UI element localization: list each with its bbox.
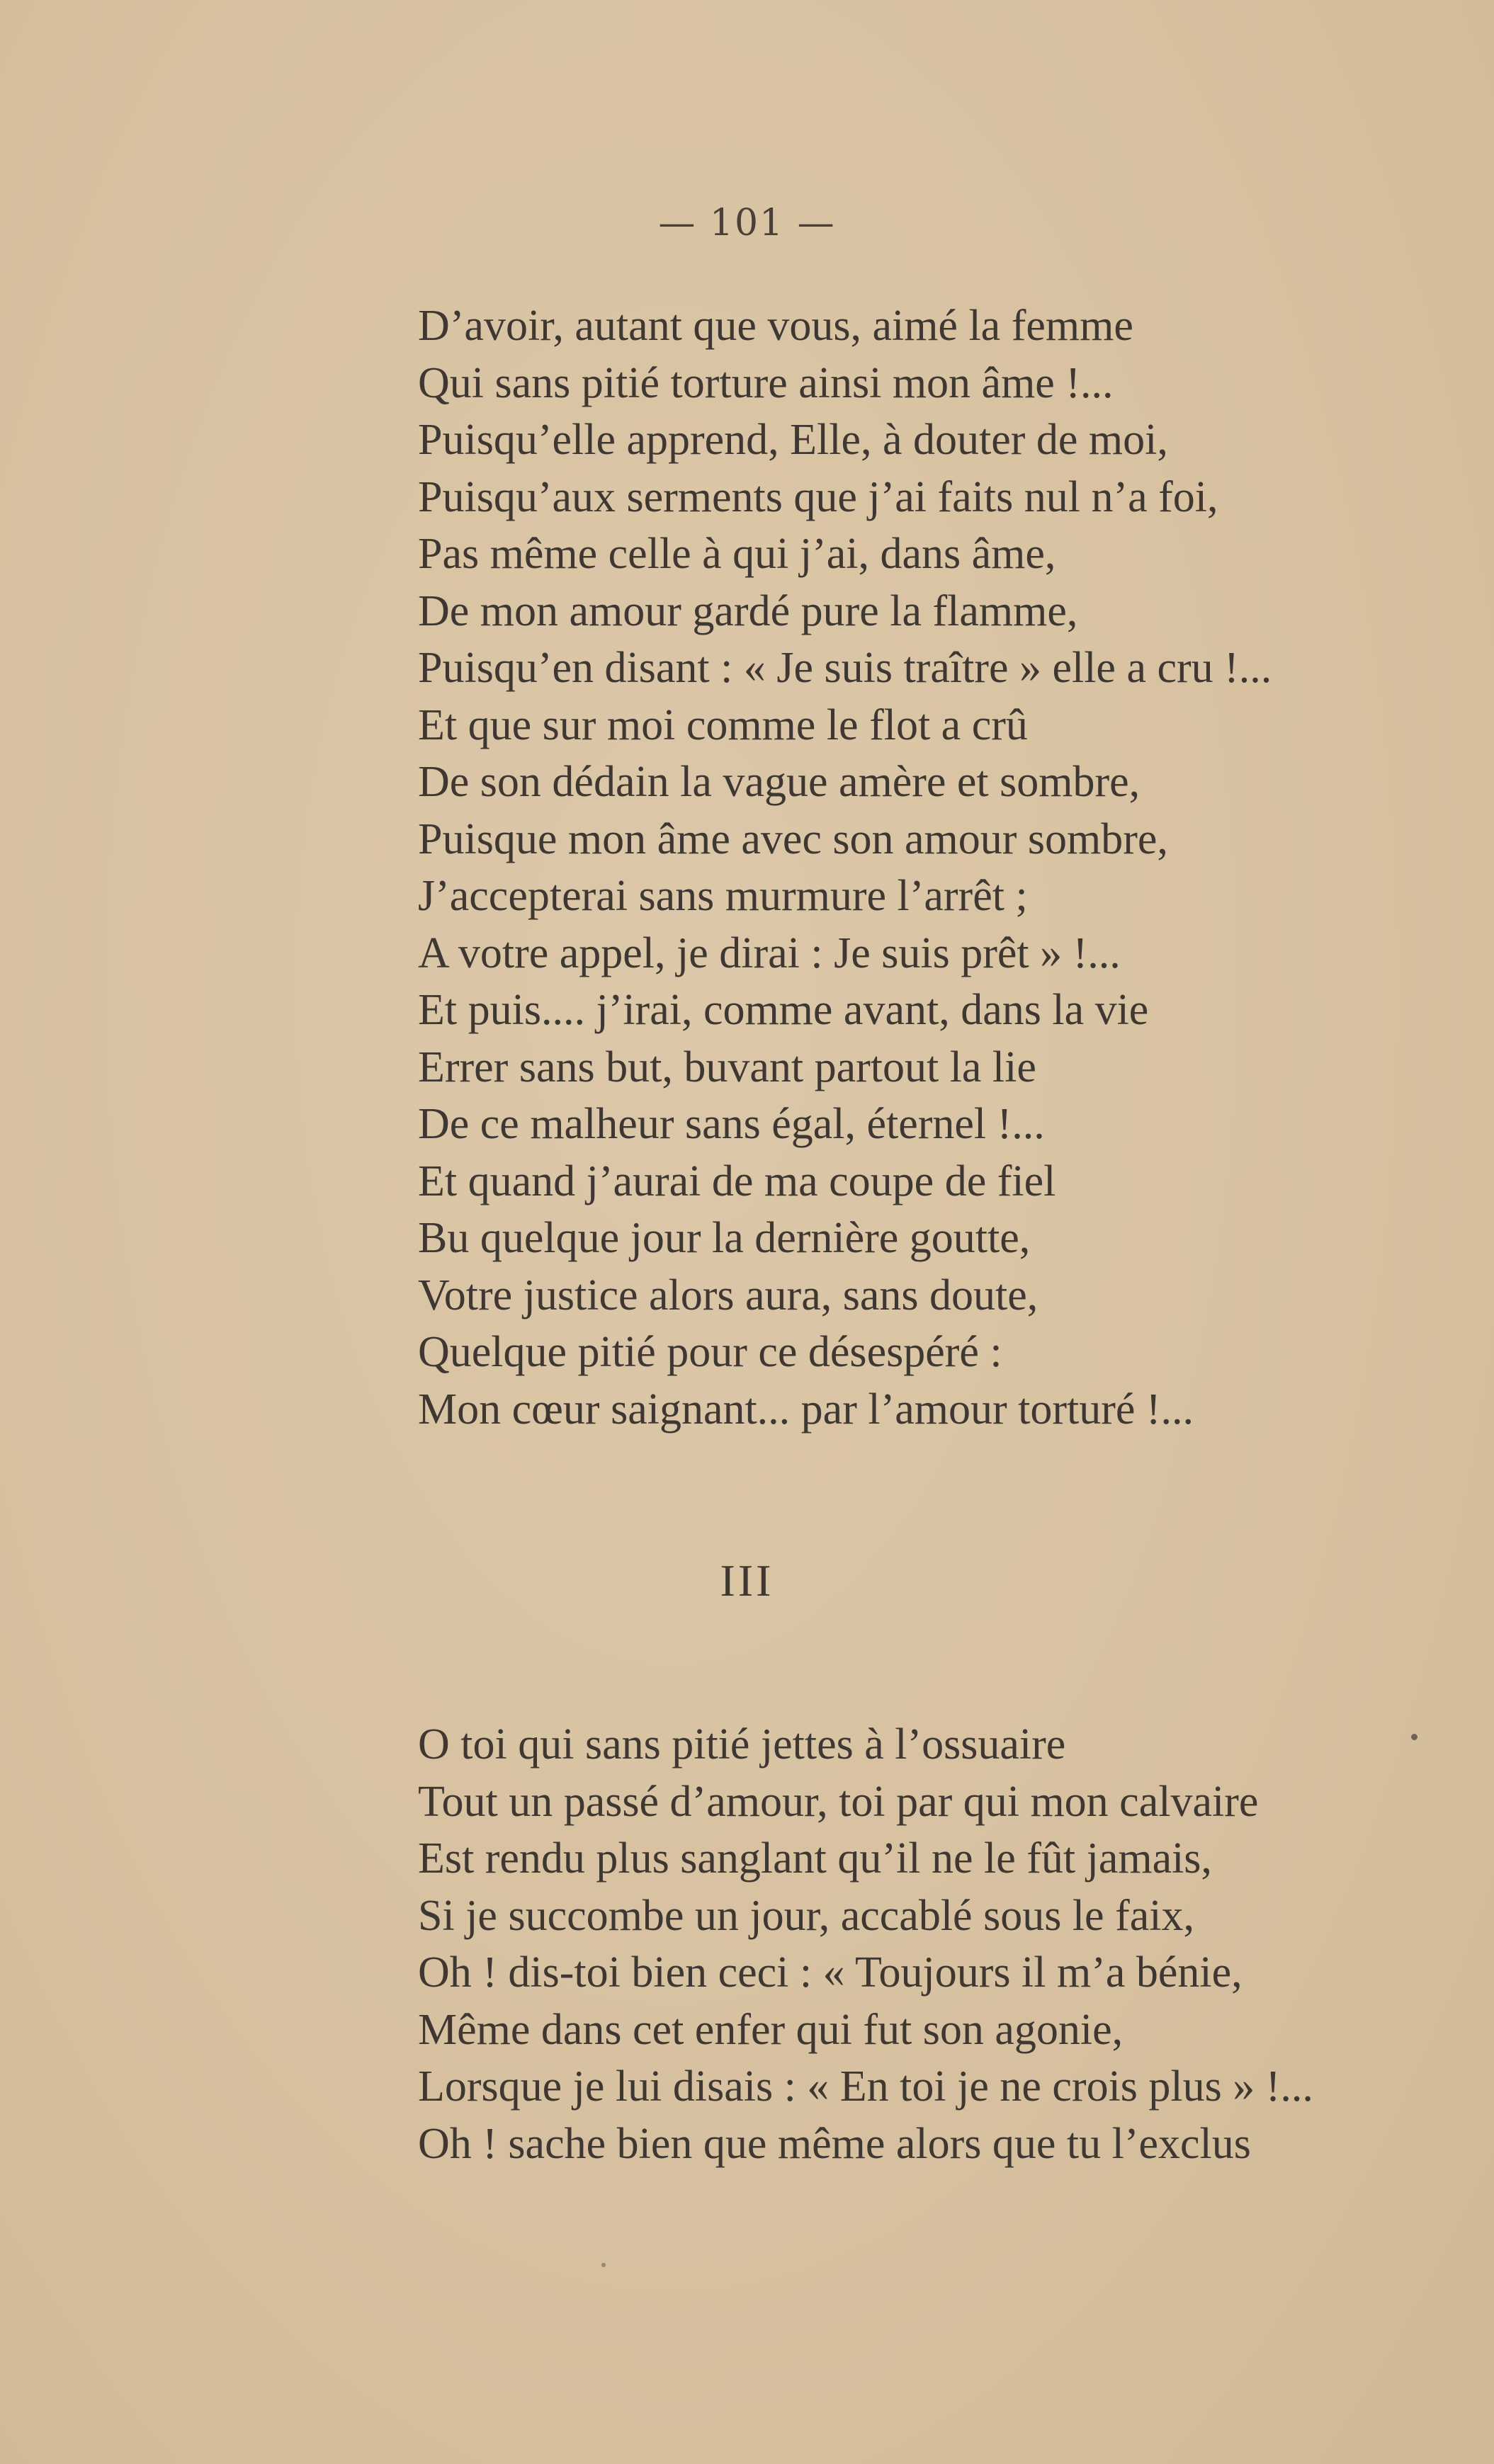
page-number: — 101 — <box>658 202 836 244</box>
verse-line: A votre appel, je dirai : Je suis prêt » !... <box>418 929 1121 977</box>
verse-line: De ce malheur sans égal, éternel !... <box>418 1100 1045 1148</box>
verse-line: Puisqu’en disant : « Je suis traître » elle a cru !... <box>418 644 1272 692</box>
verse-line: Pas même celle à qui j’ai, dans âme, <box>418 530 1056 578</box>
verse-line: Oh ! sache bien que même alors que tu l’exclus <box>418 2119 1251 2168</box>
verse-line: O toi qui sans pitié jettes à l’ossuaire <box>418 1720 1066 1768</box>
paper-speck <box>601 2263 606 2267</box>
verse-line: De son dédain la vague amère et sombre, <box>418 758 1141 806</box>
poem-stanza-2 <box>418 1716 1313 2172</box>
verse-line: Bu quelque jour la dernière goutte, <box>418 1214 1031 1262</box>
verse-line: Oh ! dis-toi bien ceci : « Toujours il m’a bénie, <box>418 1948 1243 1997</box>
verse-line: Puisqu’aux serments que j’ai faits nul n’a foi, <box>418 472 1218 521</box>
verse-line: Errer sans but, buvant partout la lie <box>418 1043 1036 1091</box>
verse-line: Lorsque je lui disais : « En toi je ne crois plus » !... <box>418 2062 1313 2111</box>
verse-line: Puisqu’elle apprend, Elle, à douter de moi, <box>418 416 1168 464</box>
verse-line: Et quand j’aurai de ma coupe de fiel <box>418 1157 1056 1205</box>
verse-line: Puisque mon âme avec son amour sombre, <box>418 814 1168 863</box>
verse-line: Est rendu plus sanglant qu’il ne le fût jamais, <box>418 1834 1212 1883</box>
verse-line: Si je succombe un jour, accablé sous le faix, <box>418 1891 1194 1940</box>
verse-line: Qui sans pitié torture ainsi mon âme !... <box>418 358 1114 407</box>
verse-line: Mon cœur saignant... par l’amour torturé !... <box>418 1385 1194 1433</box>
paper-speck <box>1411 1734 1417 1740</box>
section-heading: III <box>720 1555 774 1606</box>
verse-line: Même dans cet enfer qui fut son agonie, <box>418 2005 1124 2054</box>
verse-line: D’avoir, autant que vous, aimé la femme <box>418 302 1133 350</box>
verse-line: J’accepterai sans murmure l’arrêt ; <box>418 872 1028 920</box>
verse-line: Et puis.... j’irai, comme avant, dans la vie <box>418 986 1149 1034</box>
verse-line: Tout un passé d’amour, toi par qui mon calvaire <box>418 1777 1259 1826</box>
poem-stanza-1 <box>418 297 1272 1438</box>
verse-line: Quelque pitié pour ce désespéré : <box>418 1328 1002 1376</box>
verse-line: De mon amour gardé pure la flamme, <box>418 586 1078 635</box>
verse-line: Et que sur moi comme le flot a crû <box>418 700 1028 749</box>
verse-line: Votre justice alors aura, sans doute, <box>418 1271 1039 1319</box>
